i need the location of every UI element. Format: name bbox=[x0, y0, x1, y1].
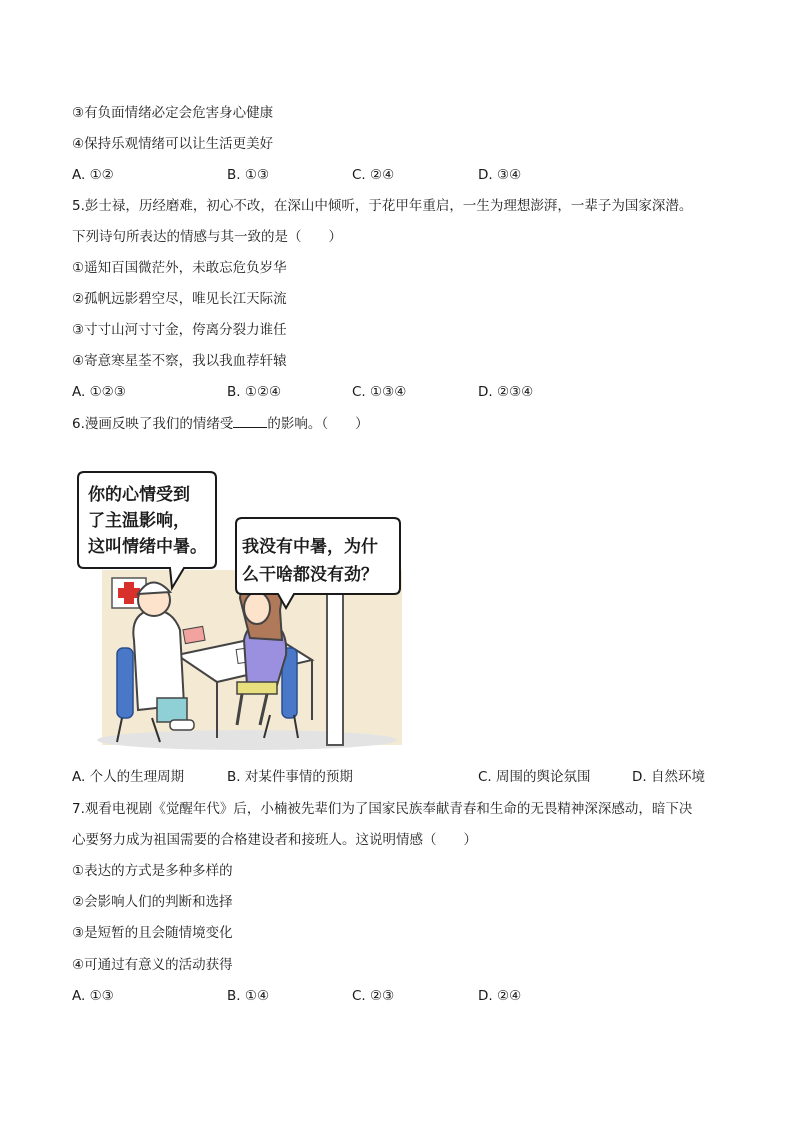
q7-stem-line1: 7.观看电视剧《觉醒年代》后，小楠被先辈们为了国家民族奉献青春和生命的无畏精神深深感动，暗下决 bbox=[72, 801, 693, 817]
patient-speech-line2: 么干啥都没有劲？ bbox=[242, 565, 378, 585]
patient-speech-line1: 我没有中暑，为什 bbox=[242, 537, 378, 557]
q4-statement-4: ④保持乐观情绪可以让生活更美好 bbox=[72, 136, 274, 152]
q4-statement-3: ③有负面情绪必定会危害身心健康 bbox=[72, 105, 274, 121]
q7-statement-4: ④可通过有意义的活动获得 bbox=[72, 957, 233, 973]
q4-option-d[interactable]: D. ③④ bbox=[478, 167, 522, 183]
q6-blank bbox=[233, 413, 267, 428]
papers bbox=[183, 626, 205, 643]
q5-statement-1: ①遥知百国微茫外，未敢忘危负岁华 bbox=[72, 260, 287, 276]
q7-option-c[interactable]: C. ②③ bbox=[352, 988, 395, 1004]
doctor-speech-line3: 这叫情绪中暑。 bbox=[88, 537, 207, 557]
q6-option-c[interactable]: C. 周围的舆论氛围 bbox=[478, 769, 591, 785]
q7-statement-3: ③是短暂的且会随情境变化 bbox=[72, 925, 233, 941]
q6-option-a[interactable]: A. 个人的生理周期 bbox=[72, 769, 185, 785]
q4-option-c[interactable]: C. ②④ bbox=[352, 167, 395, 183]
q7-option-b[interactable]: B. ①④ bbox=[227, 988, 270, 1004]
q6-option-d[interactable]: D. 自然环境 bbox=[632, 769, 705, 785]
doctor-figure bbox=[133, 610, 184, 710]
q5-option-b[interactable]: B. ①②④ bbox=[227, 384, 282, 400]
q6-option-b[interactable]: B. 对某件事情的预期 bbox=[227, 769, 353, 785]
q4-option-a[interactable]: A. ①② bbox=[72, 167, 114, 183]
q6-stem-post: 的影响。（ ） bbox=[267, 416, 369, 432]
patient-speech-bubble bbox=[236, 518, 400, 608]
cartoon-floor bbox=[97, 730, 397, 750]
doctor-speech-line1: 你的心情受到 bbox=[88, 485, 190, 505]
q6-stem-pre: 6.漫画反映了我们的情绪受 bbox=[72, 416, 234, 432]
q5-option-a[interactable]: A. ①②③ bbox=[72, 384, 126, 400]
doctor-speech-line2: 了主温影响， bbox=[88, 511, 190, 531]
q5-statement-4: ④寄意寒星荃不察，我以我血荐轩辕 bbox=[72, 353, 287, 369]
q5-stem-line1: 5.彭士禄，历经磨难，初心不改，在深山中倾听，于花甲年重启，一生为理想澎湃，一辈子为国家深潜。 bbox=[72, 198, 693, 214]
q7-option-d[interactable]: D. ②④ bbox=[478, 988, 522, 1004]
q6-cartoon-illustration bbox=[72, 470, 412, 755]
q7-statement-1: ①表达的方式是多种多样的 bbox=[72, 863, 233, 879]
q5-option-d[interactable]: D. ②③④ bbox=[478, 384, 534, 400]
q6-stem bbox=[72, 413, 369, 434]
q7-statement-2: ②会影响人们的判断和选择 bbox=[72, 894, 233, 910]
q7-option-a[interactable]: A. ①③ bbox=[72, 988, 114, 1004]
q5-statement-2: ②孤帆远影碧空尽，唯见长江天际流 bbox=[72, 291, 287, 307]
q5-option-c[interactable]: C. ①③④ bbox=[352, 384, 407, 400]
q7-stem-line2: 心要努力成为祖国需要的合格建设者和接班人。这说明情感（ ） bbox=[72, 832, 477, 848]
q4-option-b[interactable]: B. ①③ bbox=[227, 167, 270, 183]
q5-stem-line2: 下列诗句所表达的情感与其一致的是（ ） bbox=[72, 229, 342, 245]
doctor-chair bbox=[117, 648, 133, 718]
patient-head bbox=[244, 592, 270, 624]
q5-statement-3: ③寸寸山河寸寸金，侉离分裂力谁任 bbox=[72, 322, 287, 338]
